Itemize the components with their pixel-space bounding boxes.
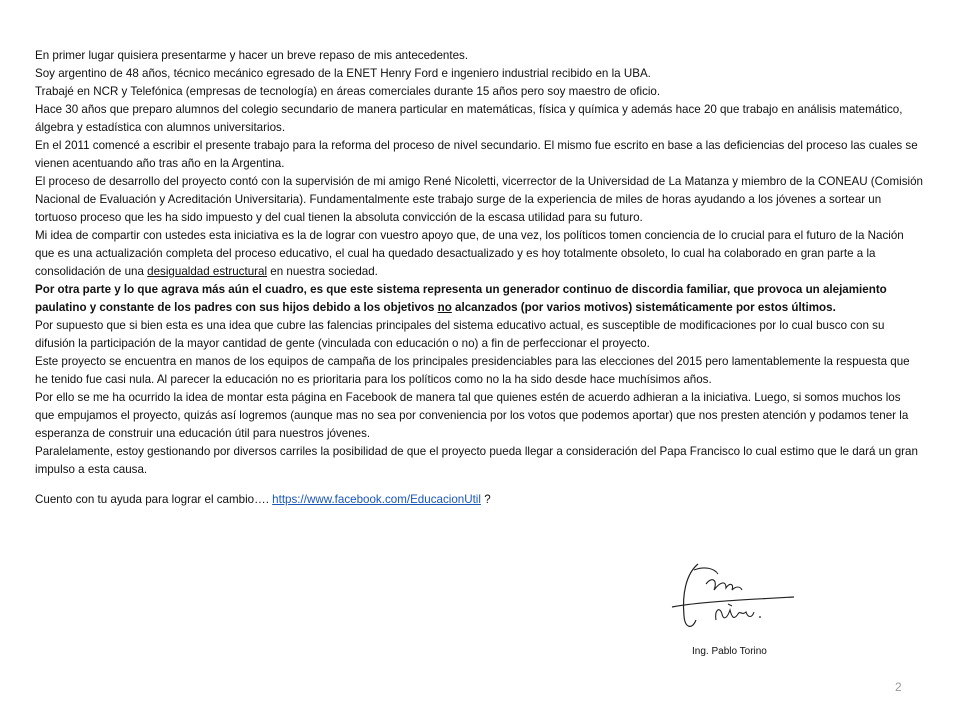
text-run: En el 2011 comencé a escribir el presente trabajo para la reforma del proceso de nivel secundario. El mismo fue escrito en base a las deficiencias del proceso las cuales se vienen acentuando año tras año en la Argentina. bbox=[35, 139, 918, 170]
text-run: en nuestra sociedad. bbox=[267, 265, 378, 278]
paragraph-p5 bbox=[35, 137, 923, 173]
text-run: Por supuesto que si bien esta es una idea que cubre las falencias principales del sistema educativo actual, es susceptible de modificaciones por lo cual busco con su difusión la participación de la mayor cantidad de gente (vinculada con educación o no) a fin de perfeccionar el proyecto. bbox=[35, 319, 885, 350]
paragraph-p1 bbox=[35, 47, 923, 65]
handwritten-signature bbox=[668, 560, 798, 632]
closing-suffix: ? bbox=[480, 493, 491, 506]
closing-prefix: Cuento con tu ayuda para lograr el cambio…. bbox=[35, 493, 273, 506]
signature-name: Ing. Pablo Torino bbox=[692, 646, 767, 657]
text-run: Soy argentino de 48 años, técnico mecánico egresado de la ENET Henry Ford e ingeniero industrial recibido en la UBA. bbox=[35, 67, 651, 80]
paragraph-p2 bbox=[35, 65, 923, 83]
text-run: Por otra parte y lo que agrava más aún el cuadro, es que este sistema representa un generador continuo de discordia familiar, que provoca un alejamiento paulatino y constante de los padres con sus hijos debido a los objetivos bbox=[35, 283, 887, 314]
paragraph-p4 bbox=[35, 101, 923, 137]
facebook-link[interactable]: https://www.facebook.com/EducacionUtil bbox=[272, 493, 481, 506]
page-number: 2 bbox=[895, 680, 902, 694]
paragraph-p11 bbox=[35, 389, 923, 443]
closing-line bbox=[35, 491, 923, 509]
paragraph-p7 bbox=[35, 227, 923, 281]
text-run: El proceso de desarrollo del proyecto contó con la supervisión de mi amigo René Nicoletti, vicerrector de la Universidad de La Matanza y miembro de la CONEAU (Comisión Nacional de Evaluación y Acreditación Universitaria). Fundamentalmente este trabajo surge de la experiencia de miles de horas ayudando a los jóvenes a sortear un tortuoso proceso que les ha sido impuesto y del cual tienen la absoluta convicción de la escasa utilidad para su futuro. bbox=[35, 175, 923, 224]
text-run: Trabajé en NCR y Telefónica (empresas de tecnología) en áreas comerciales durante 15 años pero soy maestro de oficio. bbox=[35, 85, 661, 98]
underlined-text: no bbox=[437, 301, 452, 314]
text-run: alcanzados (por varios motivos) sistemáticamente por estos últimos. bbox=[451, 301, 836, 314]
text-run: Paralelamente, estoy gestionando por diversos carriles la posibilidad de que el proyecto pueda llegar a consideración del Papa Francisco lo cual estimo que le dará un gran impulso a esta causa. bbox=[35, 445, 918, 476]
paragraph-p12 bbox=[35, 443, 923, 479]
paragraph-p8 bbox=[35, 281, 923, 317]
paragraph-p3 bbox=[35, 83, 923, 101]
text-run: En primer lugar quisiera presentarme y hacer un breve repaso de mis antecedentes. bbox=[35, 49, 469, 62]
paragraph-p10 bbox=[35, 353, 923, 389]
paragraph-spacer bbox=[35, 479, 923, 491]
document-body bbox=[35, 47, 923, 509]
paragraph-p9 bbox=[35, 317, 923, 353]
text-run: Por ello se me ha ocurrido la idea de montar esta página en Facebook de manera tal que quienes estén de acuerdo adhieran a la iniciativa. Luego, si somos muchos los que empujamos el proyecto, quizás así logremos (aunque mas no sea por conveniencia por los votos que podemos aportar) que nos presten atención y podamos tener la esperanza de construir una educación útil para nuestros jóvenes. bbox=[35, 391, 909, 440]
text-run: Hace 30 años que preparo alumnos del colegio secundario de manera particular en matemáticas, física y química y además hace 20 que trabajo en análisis matemático, álgebra y estadística con alumnos universitarios. bbox=[35, 103, 903, 134]
text-run: Mi idea de compartir con ustedes esta iniciativa es la de lograr con vuestro apoyo que, de una vez, los políticos tomen conciencia de lo crucial para el futuro de la Nación que es una actualización completa del proceso educativo, el cual ha quedado desactualizado y es hoy totalmente obsoleto, lo cual ha colaborado en gran parte a la consolidación de una bbox=[35, 229, 904, 278]
paragraph-p6 bbox=[35, 173, 923, 227]
underlined-text: desigualdad estructural bbox=[147, 265, 268, 278]
text-run: Este proyecto se encuentra en manos de los equipos de campaña de los principales presidenciables para las elecciones del 2015 pero lamentablemente la respuesta que he tenido fue casi nula. Al parecer la educación no es prioritaria para los políticos como no la ha sido desde hace muchísimos años. bbox=[35, 355, 910, 386]
